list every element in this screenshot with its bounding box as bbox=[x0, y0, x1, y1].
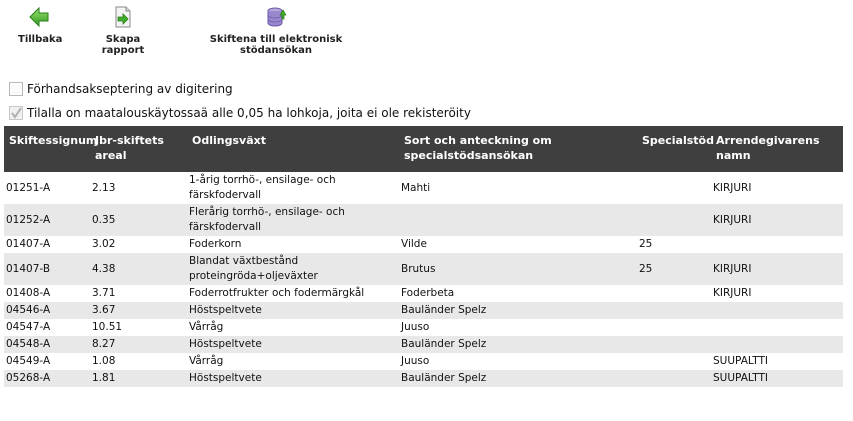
cell-lessor: KIRJURI bbox=[713, 287, 752, 299]
farm-parcels-checkbox[interactable] bbox=[9, 106, 23, 120]
cell-lessor bbox=[711, 319, 843, 336]
cell-variety: Juuso bbox=[401, 355, 430, 367]
cell-parcel-id: 05268-A bbox=[4, 370, 90, 387]
create-report-button[interactable] bbox=[86, 6, 160, 56]
cell-crop: Foderrotfrukter och fodermärgkål bbox=[189, 287, 365, 299]
header-lessor-name: Arrendegivarens namn bbox=[711, 126, 843, 172]
table-row[interactable] bbox=[4, 353, 843, 370]
cell-special-support bbox=[637, 285, 711, 302]
cell-area: 1.81 bbox=[90, 370, 187, 387]
farm-parcels-label: Tilalla on maatalouskäytossaä alle 0,05 ha lohkoja, joita ei ole rekisteröity bbox=[27, 106, 471, 120]
create-report-label: Skapa rapport bbox=[101, 34, 145, 56]
cell-crop: Flerårig torrhö-, ensilage- och färskfodervall bbox=[187, 204, 399, 236]
table-row[interactable] bbox=[4, 172, 843, 204]
header-special-support: Specialstöd bbox=[637, 126, 711, 172]
back-label: Tillbaka bbox=[18, 34, 63, 45]
cell-crop: Blandat växtbestånd proteingröda+oljeväxter bbox=[187, 253, 399, 285]
cell-crop: Höstspeltvete bbox=[187, 370, 399, 387]
send-to-application-button[interactable] bbox=[186, 6, 366, 56]
pre-acceptance-checkbox[interactable] bbox=[9, 82, 23, 96]
farm-parcels-option bbox=[9, 106, 471, 120]
cell-variety: Vilde bbox=[401, 238, 427, 250]
cell-crop: 1-årig torrhö-, ensilage- och färskfodervall bbox=[189, 174, 336, 201]
parcel-table bbox=[4, 126, 843, 387]
cell-area: 10.51 bbox=[92, 321, 123, 333]
cell-area: 8.27 bbox=[90, 336, 187, 353]
cell-variety: Bauländer Spelz bbox=[399, 370, 637, 387]
cell-lessor: KIRJURI bbox=[711, 204, 843, 236]
cell-lessor bbox=[711, 236, 843, 253]
cell-special-support bbox=[637, 172, 711, 204]
cell-variety: Bauländer Spelz bbox=[399, 302, 637, 319]
cell-special-support bbox=[637, 302, 711, 319]
cell-crop: Foderkorn bbox=[189, 238, 242, 250]
cell-lessor: KIRJURI bbox=[713, 181, 752, 194]
table-row[interactable] bbox=[4, 302, 843, 319]
cell-parcel-id: 04547-A bbox=[6, 321, 51, 333]
cell-special-support bbox=[637, 204, 711, 236]
table-row[interactable] bbox=[4, 253, 843, 285]
table-row[interactable] bbox=[4, 319, 843, 336]
header-variety-note: Sort och anteckning om specialstödsansökan bbox=[399, 126, 637, 172]
cell-special-support: 25 bbox=[637, 253, 711, 285]
pre-acceptance-label: Förhandsakseptering av digitering bbox=[27, 82, 233, 96]
table-row[interactable] bbox=[4, 370, 843, 387]
cell-area: 3.02 bbox=[92, 238, 116, 250]
cell-parcel-id: 04548-A bbox=[4, 336, 90, 353]
cell-crop: Höstspeltvete bbox=[187, 302, 399, 319]
header-crop: Odlingsväxt bbox=[187, 126, 399, 172]
cell-special-support: 25 bbox=[639, 238, 653, 250]
cell-variety: Mahti bbox=[401, 181, 431, 194]
database-upload-icon bbox=[265, 6, 287, 28]
cell-lessor: SUUPALTTI bbox=[713, 355, 769, 367]
header-area: Jbr-skiftets areal bbox=[90, 126, 187, 172]
send-to-application-label: Skiftena till elektronisk stödansökan bbox=[209, 34, 343, 56]
table-row[interactable] bbox=[4, 285, 843, 302]
arrow-left-icon bbox=[28, 6, 50, 28]
pre-acceptance-option bbox=[9, 82, 233, 96]
cell-variety: Brutus bbox=[399, 253, 637, 285]
table-header-row bbox=[4, 126, 843, 172]
cell-area: 1.08 bbox=[92, 355, 116, 367]
cell-crop: Vårråg bbox=[189, 321, 224, 333]
table-row[interactable] bbox=[4, 336, 843, 353]
table-row[interactable] bbox=[4, 236, 843, 253]
cell-parcel-id: 01407-A bbox=[6, 238, 51, 250]
cell-parcel-id: 04549-A bbox=[6, 355, 51, 367]
cell-area: 3.67 bbox=[90, 302, 187, 319]
cell-special-support bbox=[637, 370, 711, 387]
checkmark-icon bbox=[11, 107, 22, 119]
cell-area: 2.13 bbox=[92, 181, 116, 194]
back-button[interactable] bbox=[18, 6, 63, 45]
cell-lessor bbox=[711, 336, 843, 353]
cell-crop: Vårråg bbox=[189, 355, 224, 367]
toolbar bbox=[0, 0, 853, 56]
cell-lessor bbox=[711, 302, 843, 319]
cell-special-support bbox=[637, 353, 711, 370]
cell-lessor: KIRJURI bbox=[711, 253, 843, 285]
cell-variety: Juuso bbox=[401, 321, 430, 333]
cell-special-support bbox=[637, 319, 711, 336]
cell-area: 3.71 bbox=[92, 287, 116, 299]
cell-crop: Höstspeltvete bbox=[187, 336, 399, 353]
cell-parcel-id: 04546-A bbox=[4, 302, 90, 319]
cell-lessor: SUUPALTTI bbox=[711, 370, 843, 387]
document-export-icon bbox=[112, 6, 134, 28]
cell-variety bbox=[399, 204, 637, 236]
cell-special-support bbox=[637, 336, 711, 353]
cell-parcel-id: 01407-B bbox=[4, 253, 90, 285]
table-row[interactable] bbox=[4, 204, 843, 236]
cell-variety: Foderbeta bbox=[401, 287, 455, 299]
cell-area: 4.38 bbox=[90, 253, 187, 285]
cell-variety: Bauländer Spelz bbox=[399, 336, 637, 353]
cell-parcel-id: 01252-A bbox=[4, 204, 90, 236]
header-parcel-id: Skiftessignum bbox=[4, 126, 90, 172]
cell-area: 0.35 bbox=[90, 204, 187, 236]
cell-parcel-id: 01251-A bbox=[6, 181, 51, 194]
cell-parcel-id: 01408-A bbox=[6, 287, 51, 299]
